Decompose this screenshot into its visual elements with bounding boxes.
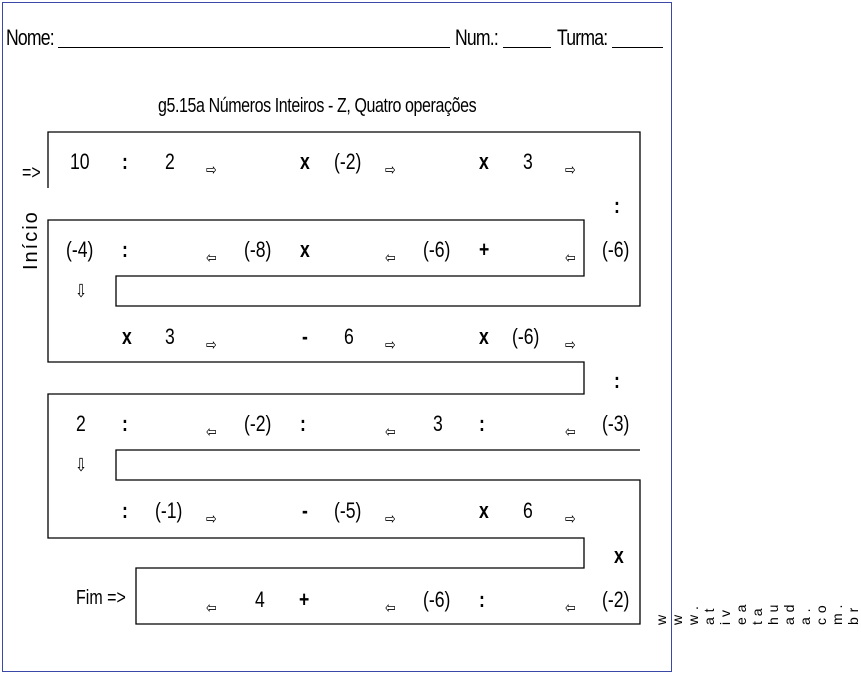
cell-r4-4: (-3) — [602, 411, 630, 436]
arrow-right-icon: ⇨ — [206, 337, 217, 354]
website-text: w w w . a t i v e a t a h u a d a . c o m . b r — [653, 604, 861, 625]
cell-r3-2: 6 — [344, 324, 354, 349]
start-label: Início — [20, 210, 42, 270]
maze-outline — [48, 132, 640, 624]
num-label: Num.: — [455, 25, 498, 50]
cell-r1-4: 3 — [523, 149, 533, 174]
page-title: g5.15a Números Inteiros - Z, Quatro operações — [158, 95, 477, 117]
arrow-down-icon: ⇩ — [75, 281, 88, 301]
cell-r2-3: (-6) — [423, 237, 451, 262]
op-connector-1: : — [614, 193, 620, 218]
cell-r6-3: (-2) — [602, 587, 630, 612]
arrow-left-icon: ⇦ — [385, 250, 396, 267]
cell-r1-1: 10 — [70, 149, 90, 174]
arrow-right-icon: ⇨ — [565, 162, 576, 179]
op-r1-1: : — [122, 149, 128, 174]
cell-r1-3: (-2) — [334, 149, 362, 174]
arrow-down-icon: ⇩ — [75, 455, 88, 475]
arrow-right-icon: ⇨ — [565, 511, 576, 528]
cell-r1-2: 2 — [165, 149, 175, 174]
op-r6-2: : — [479, 587, 485, 612]
op-r1-2: x — [300, 149, 310, 174]
arrow-left-icon: ⇦ — [565, 424, 576, 441]
op-r6-1: + — [299, 587, 310, 612]
op-r1-3: x — [479, 149, 489, 174]
op-r3-1: x — [122, 324, 132, 349]
op-r3-2: - — [302, 324, 308, 349]
arrow-right-icon: ⇨ — [206, 162, 217, 179]
cell-r2-1: (-4) — [66, 237, 94, 262]
arrow-left-icon: ⇦ — [206, 250, 217, 267]
op-r2-1: : — [122, 237, 128, 262]
op-r5-1: : — [122, 498, 128, 523]
cell-r4-2: (-2) — [244, 411, 272, 436]
cell-r2-4: (-6) — [602, 237, 630, 262]
cell-r2-2: (-8) — [244, 237, 272, 262]
arrow-right-icon: ⇨ — [385, 162, 396, 179]
start-arrow: => — [22, 162, 41, 184]
op-r4-3: : — [479, 411, 485, 436]
cell-r6-1: 4 — [255, 587, 265, 612]
cell-r5-1: (-1) — [155, 498, 183, 523]
arrow-left-icon: ⇦ — [565, 250, 576, 267]
cell-r4-3: 3 — [433, 411, 443, 436]
cell-r4-1: 2 — [76, 411, 86, 436]
op-connector-3: x — [614, 543, 624, 568]
end-label: Fim => — [76, 587, 126, 609]
op-r3-3: x — [479, 324, 489, 349]
cell-r3-1: 3 — [165, 324, 175, 349]
op-r4-1: : — [122, 411, 128, 436]
arrow-right-icon: ⇨ — [385, 337, 396, 354]
cell-r6-2: (-6) — [423, 587, 451, 612]
cell-r3-3: (-6) — [512, 324, 540, 349]
arrow-left-icon: ⇦ — [206, 424, 217, 441]
class-label: Turma: — [557, 25, 608, 50]
cell-r5-3: 6 — [523, 498, 533, 523]
cell-r5-2: (-5) — [334, 498, 362, 523]
name-label: Nome: — [6, 25, 54, 50]
op-r4-2: : — [300, 411, 306, 436]
arrow-right-icon: ⇨ — [565, 337, 576, 354]
op-r2-3: + — [479, 237, 490, 262]
op-r2-2: x — [300, 237, 310, 262]
op-r5-2: - — [302, 498, 308, 523]
op-connector-2: : — [614, 368, 620, 393]
arrow-left-icon: ⇦ — [206, 600, 217, 617]
arrow-right-icon: ⇨ — [385, 511, 396, 528]
arrow-right-icon: ⇨ — [206, 511, 217, 528]
arrow-left-icon: ⇦ — [385, 600, 396, 617]
arrow-left-icon: ⇦ — [565, 600, 576, 617]
arrow-left-icon: ⇦ — [385, 424, 396, 441]
op-r5-3: x — [479, 498, 489, 523]
